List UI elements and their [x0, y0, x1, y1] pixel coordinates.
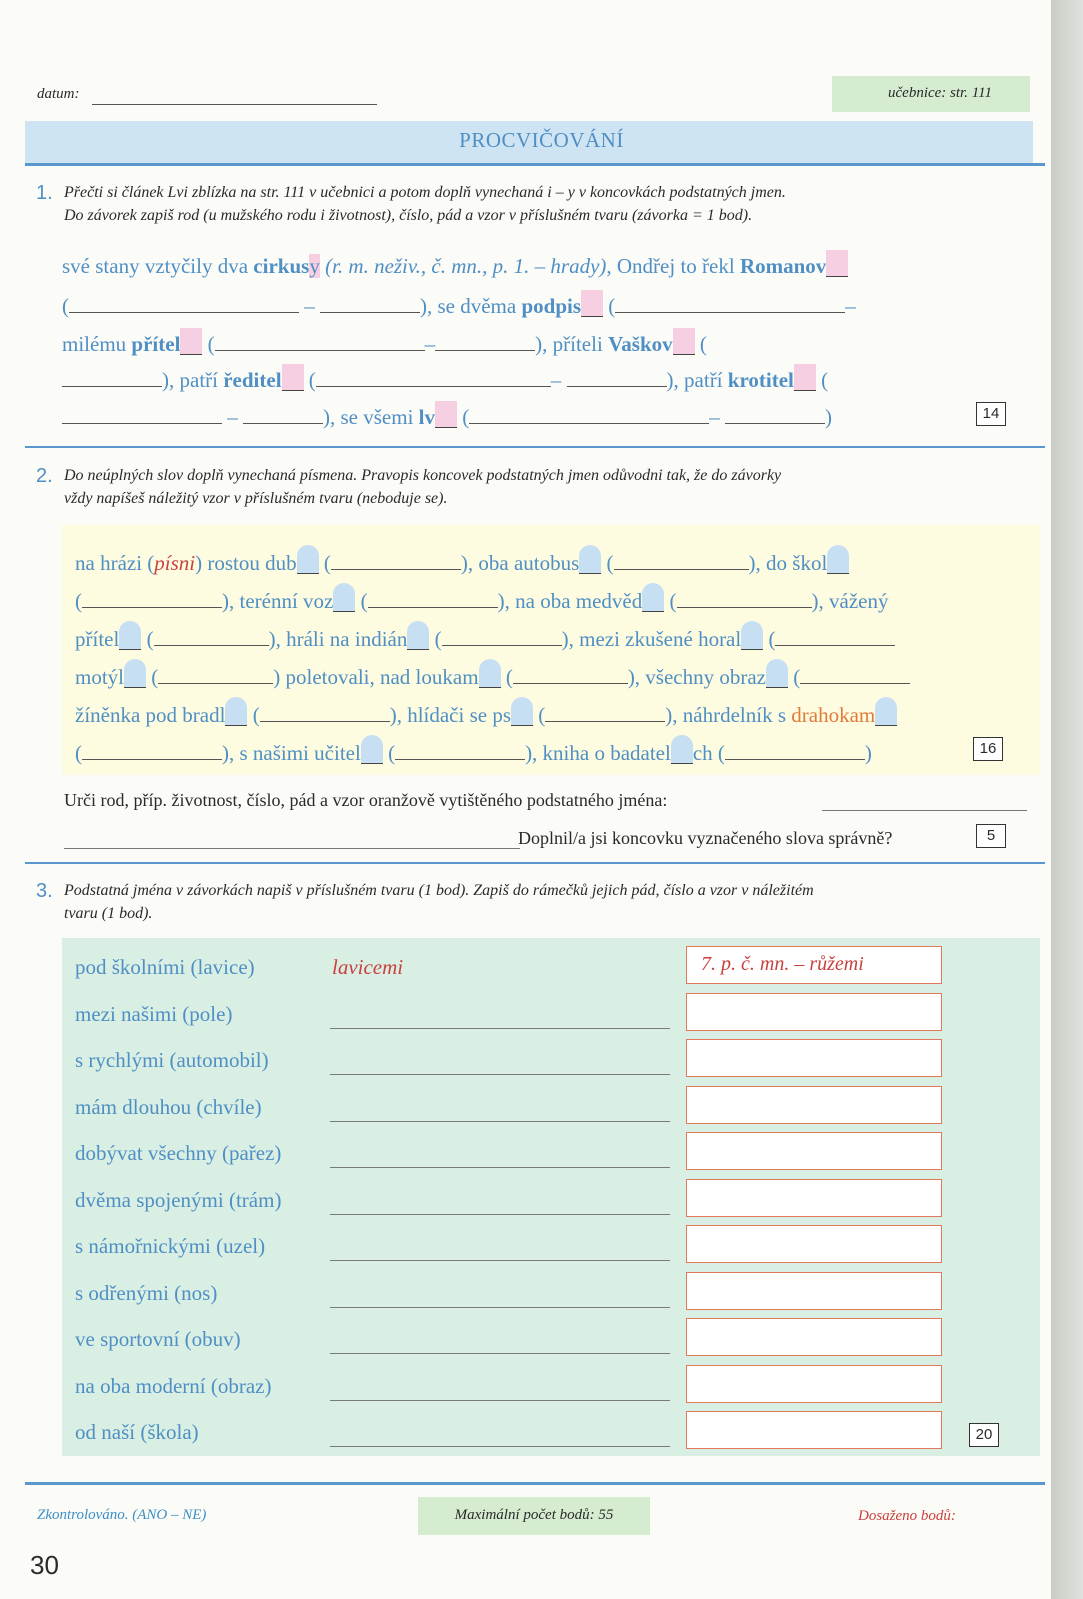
ex3-answer-box[interactable]	[686, 1179, 942, 1217]
ex1-line-1	[62, 250, 848, 279]
letter-slot[interactable]	[673, 328, 695, 355]
vzor-blank[interactable]	[725, 758, 865, 760]
vzor-blank[interactable]	[82, 606, 222, 608]
letter-slot[interactable]	[875, 697, 897, 726]
dash: –	[227, 405, 238, 429]
word-reditel: ředitel	[223, 368, 282, 392]
page-edge-shadow	[1051, 0, 1083, 1599]
ex3-answer-line[interactable]	[330, 1353, 670, 1354]
ex1-instruction-2: Do závorek zapiš rod (u mužského rodu i životnost), číslo, pád a vzor v příslušném tvaru (závorka = 1 bod).	[64, 207, 753, 224]
footer-checked: Zkontrolováno. (ANO – NE)	[37, 1507, 207, 1523]
answer-blank[interactable]	[62, 385, 162, 387]
word-vaskov: Vaškov	[608, 332, 673, 356]
letter-slot[interactable]	[407, 621, 429, 650]
text: (	[207, 332, 215, 356]
filled-y: y	[309, 254, 320, 278]
word-lv: lv	[418, 405, 435, 429]
answer-blank[interactable]	[69, 311, 299, 313]
ucebnice-ref: učebnice: str. 111	[888, 85, 992, 101]
dash: –	[709, 405, 720, 429]
text: (	[434, 627, 442, 651]
text: ch (	[692, 741, 725, 765]
text: ) poletovali, nad loukam	[273, 665, 479, 689]
ex3-prompt: s odřenými (nos)	[75, 1280, 218, 1305]
text: ), do škol	[748, 551, 828, 575]
letter-slot[interactable]	[642, 583, 664, 612]
letter-slot[interactable]	[435, 401, 457, 428]
text: ) rostou dub	[195, 551, 297, 575]
ex2-row-1	[75, 545, 849, 576]
page-number: 30	[30, 1550, 59, 1580]
ex3-answer-box[interactable]	[686, 1132, 942, 1170]
vzor-blank[interactable]	[677, 606, 812, 608]
text: ), se dvěma	[420, 294, 522, 318]
ex3-answer-box[interactable]	[686, 1225, 942, 1263]
ex3-answer-line[interactable]	[330, 1446, 670, 1447]
text: (	[360, 589, 368, 613]
letter-slot[interactable]	[579, 545, 601, 574]
ex3-answer-box[interactable]	[686, 993, 942, 1031]
text: ), kniha o badatel	[525, 741, 671, 765]
text: ), se všemi	[323, 405, 419, 429]
footer-max-points: Maximální počet bodů: 55	[454, 1507, 614, 1523]
answer-blank[interactable]	[469, 422, 709, 424]
vzor-blank[interactable]	[368, 606, 498, 608]
letter-slot[interactable]	[119, 621, 141, 650]
ex3-box-sample: 7. p. č. mn. – růžemi	[701, 953, 864, 975]
vzor-blank[interactable]	[442, 644, 562, 646]
letter-slot[interactable]	[124, 659, 146, 688]
text: (	[608, 294, 616, 318]
ex3-answer-line[interactable]	[330, 1167, 670, 1168]
text: ), všechny obraz	[627, 665, 767, 689]
text: (	[75, 741, 82, 765]
text: (	[821, 368, 829, 392]
text: (	[323, 551, 331, 575]
datum-label: datum:	[37, 86, 80, 102]
text: (	[75, 589, 82, 613]
ex3-score-box: 20	[969, 1423, 999, 1447]
text: (	[505, 665, 513, 689]
text: )	[864, 741, 872, 765]
vzor-blank[interactable]	[614, 568, 749, 570]
ex3-prompt: mezi našimi (pole)	[75, 1001, 233, 1026]
text: (	[252, 703, 260, 727]
dash: –	[424, 332, 436, 356]
ex3-number: 3.	[36, 880, 53, 902]
text: (	[151, 665, 159, 689]
ex2-row-4	[75, 659, 910, 690]
vzor-blank[interactable]	[775, 644, 895, 646]
text: (	[388, 741, 396, 765]
letter-slot[interactable]	[297, 545, 319, 574]
text: (	[538, 703, 546, 727]
letter-slot[interactable]	[333, 583, 355, 612]
text: (	[699, 332, 707, 356]
answer-blank[interactable]	[316, 385, 551, 387]
ex2-answer-line-1[interactable]	[822, 810, 1027, 811]
letter-slot[interactable]	[741, 621, 763, 650]
answer-blank[interactable]	[320, 311, 420, 313]
vzor-blank[interactable]	[395, 758, 525, 760]
text: ), příteli	[535, 332, 609, 356]
text: žíněnka pod bradl	[75, 703, 226, 727]
text: (	[146, 627, 154, 651]
ex3-answer-box[interactable]	[686, 1272, 942, 1310]
ex3-instruction-1: Podstatná jména v závorkách napiš v příslušném tvaru (1 bod). Zapiš do rámečků jejich pád, číslo a vzor v náležitém	[64, 882, 814, 899]
word-krotitel: krotitel	[727, 368, 794, 392]
word-podpis: podpis	[521, 294, 582, 318]
vzor-blank[interactable]	[331, 568, 461, 570]
ex2-row-5	[75, 697, 897, 728]
word-pritel: přítel	[131, 332, 181, 356]
text: přítel	[75, 627, 120, 651]
ex1-instruction-1: Přečti si článek Lvi zblízka na str. 111 v učebnici a potom doplň vynechaná i – y v koncovkách podstatných jmen.	[64, 184, 786, 201]
sample-answer: (r. m. neživ., č. mn., p. 1. – hrady)	[319, 254, 607, 278]
ex1-line-3	[62, 328, 707, 357]
ex3-sample-answer: lavicemi	[332, 955, 404, 979]
text: na hrázi (	[75, 551, 155, 575]
letter-slot[interactable]	[479, 659, 501, 688]
text: )	[825, 405, 832, 429]
text: ), patří	[666, 368, 728, 392]
ex3-prompt: ve sportovní (obuv)	[75, 1327, 241, 1351]
ex3-answer-line[interactable]	[330, 1074, 670, 1075]
ex2-question-1: Urči rod, příp. životnost, číslo, pád a vzor oranžově vytištěného podstatného jména:	[64, 790, 668, 810]
letter-slot[interactable]	[511, 697, 533, 726]
ex1-divider	[25, 446, 1045, 448]
text: ), terénní voz	[222, 589, 334, 613]
ex2-row-2	[75, 583, 888, 614]
letter-slot[interactable]	[826, 250, 848, 277]
orange-word-drahokam: drahokam	[791, 703, 876, 727]
letter-slot[interactable]	[282, 364, 304, 391]
ex3-prompt: pod školními (lavice)	[75, 955, 255, 979]
dash: –	[550, 368, 562, 392]
ex3-answer-line[interactable]	[330, 1260, 670, 1261]
ex3-prompt: s námořnickými (uzel)	[75, 1234, 266, 1258]
text: (	[606, 551, 614, 575]
text: (	[768, 627, 776, 651]
answer-blank[interactable]	[62, 422, 222, 424]
letter-slot[interactable]	[180, 328, 202, 355]
ex1-line-5	[62, 401, 832, 430]
footer-divider	[25, 1482, 1045, 1485]
text: ), hráli na indián	[268, 627, 408, 651]
word-romanov: Romanov	[739, 254, 827, 278]
text: ), oba autobus	[460, 551, 580, 575]
vzor-blank[interactable]	[513, 682, 628, 684]
text: ), mezi zkušené horal	[561, 627, 742, 651]
dash: –	[304, 294, 315, 318]
ex3-instruction-2: tvaru (1 bod).	[64, 905, 153, 922]
text: ), vážený	[811, 589, 889, 613]
text: , Ondřej to řekl	[606, 254, 740, 278]
letter-slot[interactable]	[225, 697, 247, 726]
ex3-prompt: na oba moderní (obraz)	[75, 1373, 272, 1398]
ex1-score-box: 14	[976, 402, 1006, 426]
text: milému	[62, 332, 132, 356]
letter-slot[interactable]	[581, 290, 603, 317]
ex3-prompt: dobývat všechny (pařez)	[75, 1141, 282, 1165]
answer-blank[interactable]	[567, 385, 667, 387]
ex3-answer-box[interactable]	[686, 1411, 942, 1449]
ex3-prompt: mám dlouhou (chvíle)	[75, 1094, 262, 1119]
ex3-answer-box[interactable]	[686, 1039, 942, 1077]
ex3-answer-line[interactable]	[330, 1121, 670, 1122]
text: motýl	[75, 665, 125, 689]
ex1-line-4	[62, 364, 828, 393]
ex3-answer-line[interactable]	[330, 1307, 670, 1308]
text: ), náhrdelník s	[665, 703, 792, 727]
vzor-blank[interactable]	[158, 682, 273, 684]
vzor-blank[interactable]	[800, 682, 910, 684]
text: (	[669, 589, 677, 613]
ex2-score-box-2: 5	[976, 824, 1006, 848]
ex2-score-box: 16	[973, 737, 1003, 761]
ex2-row-6	[75, 735, 872, 766]
letter-slot[interactable]	[766, 659, 788, 688]
ex3-prompt: dvěma spojenými (trám)	[75, 1187, 282, 1212]
ex2-instruction-1: Do neúplných slov doplň vynechaná písmena. Pravopis koncovek podstatných jmen odůvodni tak, že do závorky	[64, 467, 782, 484]
ex3-answer-box[interactable]	[686, 1318, 942, 1356]
text: (	[462, 405, 470, 429]
ex3-prompt: od naší (škola)	[75, 1420, 199, 1444]
datum-field[interactable]	[92, 104, 377, 105]
letter-slot[interactable]	[827, 545, 849, 574]
ex2-question-2: Doplnil/a jsi koncovku vyznačeného slova správně?	[518, 828, 893, 848]
ex2-row-3	[75, 621, 895, 652]
answer-blank[interactable]	[725, 422, 825, 424]
ex3-answer-box[interactable]	[686, 1086, 942, 1124]
ex3-answer-line[interactable]	[330, 1400, 670, 1401]
ex3-prompt: s rychlými (automobil)	[75, 1048, 269, 1072]
answer-blank[interactable]	[215, 349, 425, 351]
ex2-answer-line-2[interactable]	[64, 848, 520, 849]
vzor-blank[interactable]	[82, 758, 222, 760]
ex3-answer-line[interactable]	[330, 1214, 670, 1215]
vzor-blank[interactable]	[154, 644, 269, 646]
ex3-answer-box[interactable]	[686, 946, 942, 984]
text: ), s našimi učitel	[222, 741, 361, 765]
letter-slot[interactable]	[794, 364, 816, 391]
letter-slot[interactable]	[671, 735, 693, 764]
text: (	[793, 665, 801, 689]
vzor-blank[interactable]	[260, 720, 390, 722]
text: ), patří	[162, 368, 224, 392]
ex2-divider	[25, 862, 1045, 864]
ex3-answer-box[interactable]	[686, 1365, 942, 1403]
ex2-number: 2.	[36, 465, 53, 487]
text: (	[308, 368, 316, 392]
text: ), hlídači se ps	[389, 703, 512, 727]
word-cirkus: cirkus	[253, 254, 310, 278]
example-pisni: písni	[154, 551, 196, 575]
dash: –	[845, 294, 856, 318]
answer-blank[interactable]	[435, 349, 535, 351]
vzor-blank[interactable]	[545, 720, 665, 722]
ex2-instruction-2: vždy napíšeš náležitý vzor v příslušném tvaru (neboduje se).	[64, 490, 448, 507]
answer-blank[interactable]	[615, 311, 845, 313]
text: ), na oba medvěd	[497, 589, 643, 613]
ex1-number: 1.	[36, 182, 53, 204]
text: své stany vztyčily dva	[62, 254, 254, 278]
page-title: PROCVIČOVÁNÍ	[459, 128, 624, 152]
text: (	[62, 294, 69, 318]
footer-reached: Dosaženo bodů:	[858, 1508, 956, 1524]
ex1-line-2	[62, 290, 856, 319]
letter-slot[interactable]	[361, 735, 383, 764]
ex3-answer-line[interactable]	[330, 1028, 670, 1029]
title-divider	[25, 163, 1045, 166]
answer-blank[interactable]	[243, 422, 323, 424]
